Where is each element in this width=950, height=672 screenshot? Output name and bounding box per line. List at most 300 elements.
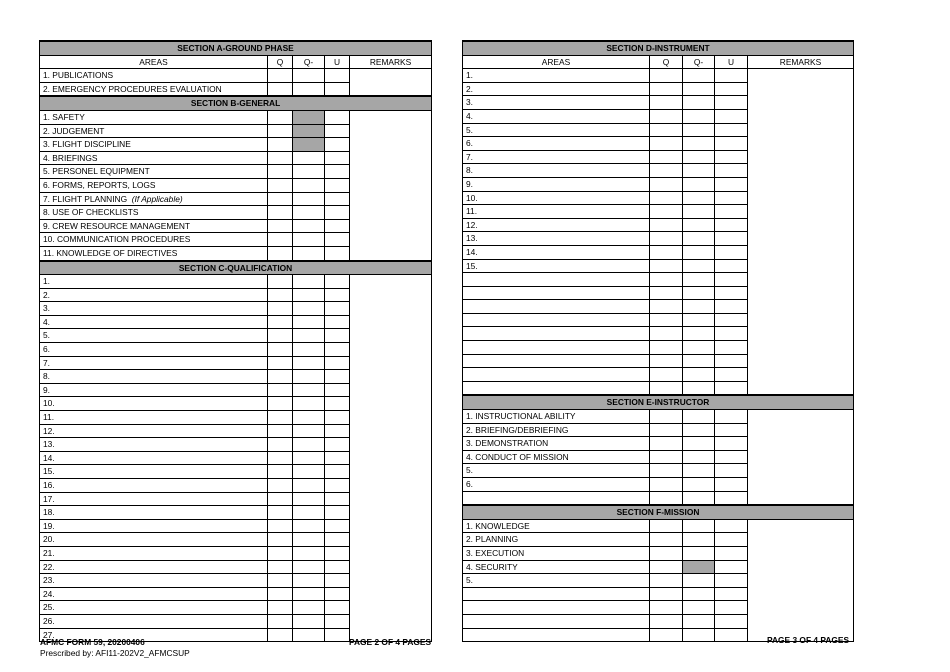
q-minus-grade-cell[interactable] xyxy=(293,533,325,547)
u-grade-cell[interactable] xyxy=(715,533,748,547)
area-cell xyxy=(40,124,268,138)
q-minus-grade-cell[interactable] xyxy=(293,614,325,628)
u-grade-cell[interactable] xyxy=(325,178,350,192)
u-grade-cell[interactable] xyxy=(715,560,748,574)
area-label: 7. xyxy=(466,151,473,162)
q-grade-cell[interactable] xyxy=(268,614,293,628)
area-label: 21. xyxy=(43,547,55,558)
q-minus-grade-cell[interactable] xyxy=(683,381,715,395)
q-minus-grade-cell[interactable] xyxy=(293,560,325,574)
q-minus-grade-cell[interactable] xyxy=(683,123,715,137)
q-grade-cell[interactable] xyxy=(268,206,293,220)
q-minus-grade-cell[interactable] xyxy=(683,327,715,341)
q-grade-cell[interactable] xyxy=(650,341,683,355)
q-grade-cell[interactable] xyxy=(650,423,683,437)
q-minus-grade-cell[interactable] xyxy=(293,192,325,206)
q-grade-cell[interactable] xyxy=(650,69,683,83)
u-grade-cell[interactable] xyxy=(325,438,350,452)
area-cell xyxy=(463,341,650,355)
q-minus-grade-cell[interactable] xyxy=(293,275,325,289)
u-grade-cell[interactable] xyxy=(715,368,748,382)
u-grade-cell[interactable] xyxy=(715,191,748,205)
area-cell xyxy=(463,300,650,314)
q-minus-grade-cell[interactable] xyxy=(293,628,325,642)
q-minus-grade-cell[interactable] xyxy=(293,519,325,533)
area-label: 27. xyxy=(43,629,55,640)
u-grade-cell[interactable] xyxy=(325,506,350,520)
q-minus-grade-cell[interactable] xyxy=(293,424,325,438)
q-grade-cell[interactable] xyxy=(650,614,683,628)
area-label: 11. xyxy=(466,206,478,217)
q-minus-grade-cell[interactable] xyxy=(683,69,715,83)
area-cell xyxy=(40,288,268,302)
area-cell xyxy=(40,519,268,533)
area-label: 12. xyxy=(43,425,55,436)
u-grade-cell[interactable] xyxy=(715,601,748,615)
q-minus-grade-cell[interactable] xyxy=(683,137,715,151)
q-minus-grade-cell[interactable] xyxy=(683,437,715,451)
q-minus-grade-cell[interactable] xyxy=(683,286,715,300)
section-f-remarks[interactable] xyxy=(748,519,854,641)
u-grade-cell[interactable] xyxy=(325,370,350,384)
q-grade-cell[interactable] xyxy=(650,286,683,300)
u-grade-cell[interactable] xyxy=(715,478,748,492)
q-minus-grade-cell[interactable] xyxy=(683,614,715,628)
q-grade-cell[interactable] xyxy=(650,628,683,642)
q-minus-grade-cell[interactable] xyxy=(293,138,325,152)
u-grade-cell[interactable] xyxy=(325,465,350,479)
q-grade-cell[interactable] xyxy=(650,546,683,560)
q-minus-grade-cell[interactable] xyxy=(683,368,715,382)
column-header-areas: AREAS xyxy=(40,55,268,69)
q-grade-cell[interactable] xyxy=(268,165,293,179)
area-label: 14. xyxy=(43,452,55,463)
q-minus-grade-cell[interactable] xyxy=(293,574,325,588)
q-minus-grade-cell[interactable] xyxy=(683,150,715,164)
u-grade-cell[interactable] xyxy=(325,628,350,642)
q-grade-cell[interactable] xyxy=(650,519,683,533)
q-grade-cell[interactable] xyxy=(268,288,293,302)
u-grade-cell[interactable] xyxy=(325,69,350,83)
column-header-areas: AREAS xyxy=(463,55,650,69)
q-grade-cell[interactable] xyxy=(268,411,293,425)
q-minus-grade-cell[interactable] xyxy=(683,96,715,110)
q-grade-cell[interactable] xyxy=(650,410,683,424)
q-minus-grade-cell[interactable] xyxy=(683,450,715,464)
q-grade-cell[interactable] xyxy=(650,450,683,464)
column-header-q: Q xyxy=(650,55,683,69)
q-minus-grade-cell[interactable] xyxy=(683,300,715,314)
q-grade-cell[interactable] xyxy=(268,82,293,96)
u-grade-cell[interactable] xyxy=(325,192,350,206)
q-minus-grade-cell[interactable] xyxy=(293,178,325,192)
q-minus-grade-cell[interactable] xyxy=(683,546,715,560)
q-minus-grade-cell[interactable] xyxy=(683,410,715,424)
area-label: 3. EXECUTION xyxy=(466,547,525,558)
q-grade-cell[interactable] xyxy=(650,601,683,615)
u-grade-cell[interactable] xyxy=(325,546,350,560)
u-grade-cell[interactable] xyxy=(325,601,350,615)
q-grade-cell[interactable] xyxy=(650,259,683,273)
section-b-remarks[interactable] xyxy=(350,110,432,260)
area-label: 2. PLANNING xyxy=(466,534,519,545)
u-grade-cell[interactable] xyxy=(325,519,350,533)
q-grade-cell[interactable] xyxy=(268,546,293,560)
u-grade-cell[interactable] xyxy=(325,533,350,547)
area-cell xyxy=(463,519,650,533)
q-grade-cell[interactable] xyxy=(268,275,293,289)
area-label: 2. xyxy=(466,83,473,94)
q-grade-cell[interactable] xyxy=(268,192,293,206)
q-grade-cell[interactable] xyxy=(268,356,293,370)
q-grade-cell[interactable] xyxy=(650,587,683,601)
area-label: 6. xyxy=(466,479,473,489)
q-grade-cell[interactable] xyxy=(268,519,293,533)
q-minus-grade-cell[interactable] xyxy=(683,273,715,287)
u-grade-cell[interactable] xyxy=(715,341,748,355)
u-grade-cell[interactable] xyxy=(715,300,748,314)
q-grade-cell[interactable] xyxy=(650,123,683,137)
q-grade-cell[interactable] xyxy=(268,383,293,397)
q-grade-cell[interactable] xyxy=(268,574,293,588)
q-grade-cell[interactable] xyxy=(650,478,683,492)
u-grade-cell[interactable] xyxy=(715,546,748,560)
q-minus-grade-cell[interactable] xyxy=(293,165,325,179)
u-grade-cell[interactable] xyxy=(325,302,350,316)
q-minus-grade-cell[interactable] xyxy=(683,109,715,123)
u-grade-cell[interactable] xyxy=(325,397,350,411)
u-grade-cell[interactable] xyxy=(715,205,748,219)
q-minus-grade-cell[interactable] xyxy=(293,601,325,615)
u-grade-cell[interactable] xyxy=(715,123,748,137)
page-number-left: PAGE 2 OF 4 PAGES xyxy=(349,637,432,647)
area-cell xyxy=(40,397,268,411)
q-grade-cell[interactable] xyxy=(650,205,683,219)
u-grade-cell[interactable] xyxy=(715,354,748,368)
u-grade-cell[interactable] xyxy=(715,464,748,478)
u-grade-cell[interactable] xyxy=(325,587,350,601)
q-grade-cell[interactable] xyxy=(268,302,293,316)
q-grade-cell[interactable] xyxy=(268,138,293,152)
section-a-remarks[interactable] xyxy=(350,69,432,97)
q-grade-cell[interactable] xyxy=(650,232,683,246)
u-grade-cell[interactable] xyxy=(715,327,748,341)
u-grade-cell[interactable] xyxy=(715,69,748,83)
q-minus-grade-cell[interactable] xyxy=(293,451,325,465)
u-grade-cell[interactable] xyxy=(325,329,350,343)
q-minus-grade-cell[interactable] xyxy=(683,259,715,273)
area-cell xyxy=(40,451,268,465)
q-minus-grade-cell[interactable] xyxy=(293,370,325,384)
q-minus-grade-cell[interactable] xyxy=(293,411,325,425)
q-grade-cell[interactable] xyxy=(650,491,683,505)
column-header-q-minus: Q- xyxy=(683,55,715,69)
u-grade-cell[interactable] xyxy=(325,614,350,628)
u-grade-cell[interactable] xyxy=(715,164,748,178)
q-grade-cell[interactable] xyxy=(650,327,683,341)
q-grade-cell[interactable] xyxy=(268,219,293,233)
q-grade-cell[interactable] xyxy=(268,424,293,438)
q-minus-grade-cell[interactable] xyxy=(683,464,715,478)
q-minus-grade-cell[interactable] xyxy=(293,492,325,506)
u-grade-cell[interactable] xyxy=(325,288,350,302)
u-grade-cell[interactable] xyxy=(325,275,350,289)
u-grade-cell[interactable] xyxy=(325,138,350,152)
q-grade-cell[interactable] xyxy=(268,587,293,601)
u-grade-cell[interactable] xyxy=(325,383,350,397)
q-grade-cell[interactable] xyxy=(268,451,293,465)
area-label: 23. xyxy=(43,575,55,586)
area-cell xyxy=(40,69,268,83)
q-grade-cell[interactable] xyxy=(268,533,293,547)
q-grade-cell[interactable] xyxy=(650,533,683,547)
q-minus-grade-cell[interactable] xyxy=(683,628,715,642)
u-grade-cell[interactable] xyxy=(715,410,748,424)
area-cell xyxy=(40,587,268,601)
area-label: 1. xyxy=(466,70,473,81)
q-grade-cell[interactable] xyxy=(268,315,293,329)
q-minus-grade-cell[interactable] xyxy=(683,478,715,492)
q-grade-cell[interactable] xyxy=(650,437,683,451)
u-grade-cell[interactable] xyxy=(325,315,350,329)
q-grade-cell[interactable] xyxy=(268,465,293,479)
q-minus-grade-cell[interactable] xyxy=(293,302,325,316)
q-grade-cell[interactable] xyxy=(268,69,293,83)
u-grade-cell[interactable] xyxy=(715,614,748,628)
q-grade-cell[interactable] xyxy=(268,601,293,615)
q-minus-grade-cell[interactable] xyxy=(683,601,715,615)
area-label: 2. JUDGEMENT xyxy=(43,125,105,136)
q-minus-grade-cell[interactable] xyxy=(683,82,715,96)
q-minus-grade-cell[interactable] xyxy=(293,69,325,83)
q-minus-grade-cell[interactable] xyxy=(293,82,325,96)
u-grade-cell[interactable] xyxy=(325,206,350,220)
q-minus-grade-cell[interactable] xyxy=(683,519,715,533)
q-grade-cell[interactable] xyxy=(268,628,293,642)
q-grade-cell[interactable] xyxy=(268,370,293,384)
u-grade-cell[interactable] xyxy=(715,423,748,437)
q-grade-cell[interactable] xyxy=(268,178,293,192)
area-label: 20. xyxy=(43,534,55,545)
q-minus-grade-cell[interactable] xyxy=(293,506,325,520)
u-grade-cell[interactable] xyxy=(715,150,748,164)
u-grade-cell[interactable] xyxy=(715,574,748,588)
area-cell xyxy=(40,560,268,574)
area-label: 4. xyxy=(466,110,473,121)
u-grade-cell[interactable] xyxy=(325,574,350,588)
q-grade-cell[interactable] xyxy=(268,233,293,247)
q-grade-cell[interactable] xyxy=(650,218,683,232)
area-cell xyxy=(463,464,650,478)
section-c-remarks[interactable] xyxy=(350,275,432,642)
q-grade-cell[interactable] xyxy=(268,397,293,411)
u-grade-cell[interactable] xyxy=(325,560,350,574)
area-cell xyxy=(463,491,650,505)
q-grade-cell[interactable] xyxy=(268,560,293,574)
section-e-remarks[interactable] xyxy=(748,410,854,506)
u-grade-cell[interactable] xyxy=(715,628,748,642)
u-grade-cell[interactable] xyxy=(715,381,748,395)
u-grade-cell[interactable] xyxy=(325,246,350,260)
q-grade-cell[interactable] xyxy=(650,368,683,382)
q-grade-cell[interactable] xyxy=(268,246,293,260)
u-grade-cell[interactable] xyxy=(325,411,350,425)
area-cell xyxy=(40,110,268,124)
q-minus-grade-cell[interactable] xyxy=(683,245,715,259)
section-e-header xyxy=(463,395,854,409)
q-minus-grade-cell[interactable] xyxy=(683,164,715,178)
u-grade-cell[interactable] xyxy=(325,219,350,233)
u-grade-cell[interactable] xyxy=(325,233,350,247)
u-grade-cell[interactable] xyxy=(715,313,748,327)
q-grade-cell[interactable] xyxy=(650,177,683,191)
q-minus-grade-cell[interactable] xyxy=(683,313,715,327)
q-minus-grade-cell[interactable] xyxy=(683,423,715,437)
q-grade-cell[interactable] xyxy=(268,343,293,357)
q-minus-grade-cell[interactable] xyxy=(683,354,715,368)
u-grade-cell[interactable] xyxy=(715,232,748,246)
q-minus-grade-cell[interactable] xyxy=(293,315,325,329)
u-grade-cell[interactable] xyxy=(325,110,350,124)
q-minus-grade-cell[interactable] xyxy=(293,206,325,220)
q-grade-cell[interactable] xyxy=(650,300,683,314)
u-grade-cell[interactable] xyxy=(325,479,350,493)
area-cell xyxy=(40,302,268,316)
q-minus-grade-cell[interactable] xyxy=(293,587,325,601)
q-minus-grade-cell[interactable] xyxy=(293,356,325,370)
q-minus-grade-cell[interactable] xyxy=(293,397,325,411)
q-minus-grade-cell[interactable] xyxy=(683,232,715,246)
u-grade-cell[interactable] xyxy=(715,109,748,123)
q-minus-grade-cell[interactable] xyxy=(293,110,325,124)
q-grade-cell[interactable] xyxy=(650,313,683,327)
section-f-header xyxy=(463,505,854,519)
u-grade-cell[interactable] xyxy=(325,451,350,465)
q-grade-cell[interactable] xyxy=(650,137,683,151)
q-grade-cell[interactable] xyxy=(650,381,683,395)
q-grade-cell[interactable] xyxy=(650,82,683,96)
u-grade-cell[interactable] xyxy=(715,96,748,110)
q-minus-grade-cell[interactable] xyxy=(683,574,715,588)
area-cell xyxy=(40,343,268,357)
q-grade-cell[interactable] xyxy=(650,354,683,368)
u-grade-cell[interactable] xyxy=(715,491,748,505)
q-grade-cell[interactable] xyxy=(268,110,293,124)
u-grade-cell[interactable] xyxy=(715,177,748,191)
q-grade-cell[interactable] xyxy=(650,245,683,259)
q-grade-cell[interactable] xyxy=(268,492,293,506)
area-label: 2. EMERGENCY PROCEDURES EVALUATION xyxy=(43,83,222,94)
q-grade-cell[interactable] xyxy=(268,438,293,452)
q-minus-grade-cell[interactable] xyxy=(293,479,325,493)
u-grade-cell[interactable] xyxy=(715,519,748,533)
u-grade-cell[interactable] xyxy=(325,356,350,370)
area-label: 10. xyxy=(466,192,478,203)
area-cell xyxy=(40,219,268,233)
q-minus-grade-cell[interactable] xyxy=(683,341,715,355)
q-grade-cell[interactable] xyxy=(650,164,683,178)
q-minus-grade-cell[interactable] xyxy=(683,191,715,205)
u-grade-cell[interactable] xyxy=(715,450,748,464)
q-minus-grade-cell[interactable] xyxy=(293,246,325,260)
q-minus-grade-cell[interactable] xyxy=(683,218,715,232)
q-minus-grade-cell[interactable] xyxy=(683,491,715,505)
q-minus-grade-cell[interactable] xyxy=(293,219,325,233)
area-cell xyxy=(40,533,268,547)
area-cell xyxy=(463,69,650,83)
q-minus-grade-cell[interactable] xyxy=(293,329,325,343)
area-cell xyxy=(463,313,650,327)
u-grade-cell[interactable] xyxy=(715,587,748,601)
q-minus-grade-cell[interactable] xyxy=(293,438,325,452)
u-grade-cell[interactable] xyxy=(325,424,350,438)
u-grade-cell[interactable] xyxy=(325,492,350,506)
u-grade-cell[interactable] xyxy=(715,137,748,151)
u-grade-cell[interactable] xyxy=(715,82,748,96)
q-grade-cell[interactable] xyxy=(268,329,293,343)
q-grade-cell[interactable] xyxy=(650,150,683,164)
q-grade-cell[interactable] xyxy=(650,109,683,123)
u-grade-cell[interactable] xyxy=(325,343,350,357)
column-header-remarks: REMARKS xyxy=(748,55,854,69)
q-minus-grade-cell[interactable] xyxy=(683,533,715,547)
q-grade-cell[interactable] xyxy=(650,464,683,478)
q-grade-cell[interactable] xyxy=(650,560,683,574)
area-label: 1. xyxy=(43,276,50,287)
right-evaluation-table xyxy=(462,40,854,642)
q-grade-cell[interactable] xyxy=(650,191,683,205)
area-label: 18. xyxy=(43,507,55,518)
area-label: 1. SAFETY xyxy=(43,111,85,122)
q-grade-cell[interactable] xyxy=(650,96,683,110)
q-grade-cell[interactable] xyxy=(268,506,293,520)
q-minus-grade-cell[interactable] xyxy=(293,465,325,479)
u-grade-cell[interactable] xyxy=(325,124,350,138)
q-minus-grade-cell[interactable] xyxy=(683,205,715,219)
q-grade-cell[interactable] xyxy=(650,574,683,588)
q-minus-grade-cell[interactable] xyxy=(293,124,325,138)
q-minus-grade-cell[interactable] xyxy=(293,546,325,560)
u-grade-cell[interactable] xyxy=(715,273,748,287)
area-label: 9. CREW RESOURCE MANAGEMENT xyxy=(43,220,191,231)
q-grade-cell[interactable] xyxy=(268,124,293,138)
u-grade-cell[interactable] xyxy=(715,245,748,259)
u-grade-cell[interactable] xyxy=(325,165,350,179)
u-grade-cell[interactable] xyxy=(715,259,748,273)
q-minus-grade-cell[interactable] xyxy=(293,233,325,247)
area-label: 12. xyxy=(466,219,478,230)
q-minus-grade-cell[interactable] xyxy=(683,587,715,601)
u-grade-cell[interactable] xyxy=(325,82,350,96)
q-grade-cell[interactable] xyxy=(268,151,293,165)
u-grade-cell[interactable] xyxy=(715,286,748,300)
q-minus-grade-cell[interactable] xyxy=(683,560,715,574)
u-grade-cell[interactable] xyxy=(715,218,748,232)
q-minus-grade-cell[interactable] xyxy=(293,288,325,302)
q-minus-grade-cell[interactable] xyxy=(683,177,715,191)
section-d-remarks[interactable] xyxy=(748,69,854,396)
q-minus-grade-cell[interactable] xyxy=(293,151,325,165)
u-grade-cell[interactable] xyxy=(715,437,748,451)
q-minus-grade-cell[interactable] xyxy=(293,383,325,397)
area-cell xyxy=(40,178,268,192)
q-minus-grade-cell[interactable] xyxy=(293,343,325,357)
area-label: 2. BRIEFING/DEBRIEFING xyxy=(466,424,569,435)
q-grade-cell[interactable] xyxy=(268,479,293,493)
q-grade-cell[interactable] xyxy=(650,273,683,287)
u-grade-cell[interactable] xyxy=(325,151,350,165)
area-label: 13. xyxy=(43,439,55,450)
